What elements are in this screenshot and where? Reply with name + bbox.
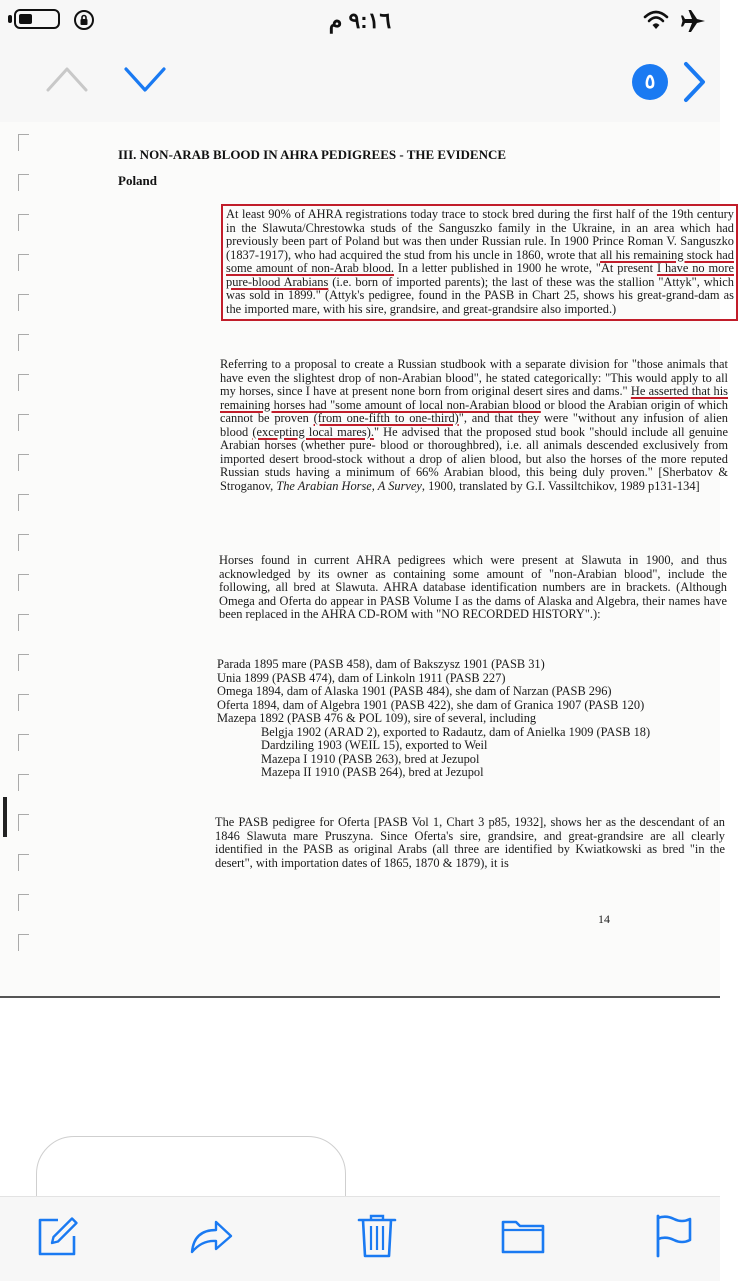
margin-mark bbox=[18, 454, 29, 471]
list-item: Oferta 1894, dam of Algebra 1901 (PASB 422), she dam of Granica 1907 (PASB 120) bbox=[217, 697, 645, 712]
list-item: Belgja 1902 (ARAD 2), exported to Radautz, dam of Anielka 1909 (PASB 18) bbox=[261, 724, 651, 739]
margin-mark bbox=[18, 854, 29, 871]
list-item: Dardziling 1903 (WEIL 15), exported to Weil bbox=[261, 738, 488, 752]
paragraph-boxed: At least 90% of AHRA registrations today trace to stock bred during the first half of the 19th century in the Slawuta/Chrestowka studs of the Sanguszko family in the Ukraine, in an area which had previously been part of Poland but was then under Russian rule. In 1900 Prince Roman V. Sanguszko (1837-1917), who had acquired the stud from his uncle in 1860, wrote that all his remaining stock had some amount of non-Arab blood. In a letter published in 1900 he wrote, "At present I have no more pure-blood Arabians (i.e. born of imported parents); the last of these was the stallion "Attyk", which was sold in 1899." (Attyk's pedigree, found in the PASB in Chart 25, shows his great-grand-dam as the imported mare, with his sire, grandsire, and great-grandsire also imported.) bbox=[221, 204, 738, 321]
binding-mark bbox=[3, 797, 7, 837]
paragraph: Referring to a proposal to create a Russian studbook with a separate division for "those animals that have even the slightest drop of non-Arabian blood", he stated categorically: "This would apply to all my horses, since I have at present none born from original desert sires and dams." He asserted that his remaining horses had "some amount of local non-Arabian blood or blood the Arabian origin of which cannot be proven (from one-fifth to one-third)", and that they were "without any infusion of alien blood (excepting local mares)." He advised that the proposed stud book "should include all genuine Arabian horses (whether pure- blood or thoroughbred), i.e. all animals descended exclusively from imported desert brood-stock without a drop of alien blood, but also the horses of the more reputed Russian studs having a minimum of 66% Arabian blood, this being duly proven." [Sherbatov & Stroganov, The Arabian Horse, A Survey, 1900, translated by G.I. Vassiltchikov, 1989 p131-134] bbox=[220, 357, 728, 493]
document-image[interactable] bbox=[0, 122, 735, 998]
margin-mark bbox=[18, 174, 29, 191]
chevron-down-icon[interactable] bbox=[122, 62, 168, 96]
attachment-count-badge: ٥ bbox=[632, 64, 668, 100]
margin-mark bbox=[18, 494, 29, 511]
wifi-icon bbox=[643, 9, 669, 31]
margin-mark bbox=[18, 894, 29, 911]
margin-mark bbox=[18, 374, 29, 391]
margin-mark bbox=[18, 934, 29, 951]
trash-icon[interactable] bbox=[354, 1212, 400, 1258]
margin-mark bbox=[18, 294, 29, 311]
underlined-phrase: I have no more pure-blood Arabians bbox=[226, 261, 734, 289]
paragraph: Horses found in current AHRA pedigrees which were present at Slawuta in 1900, and thus acknowledged by its owner as containing some amount of "non-Arabian blood", include the following, all bred at Slawuta. AHRA database identification numbers are in brackets. (Although Omega and Oferta do appear in PASB Volume I as the dams of Alaska and Algebra, their names have been replaced in the AHRA CD-ROM with "NO RECORDED HISTORY".): bbox=[219, 553, 727, 621]
flag-icon[interactable] bbox=[652, 1212, 698, 1258]
margin-mark bbox=[18, 334, 29, 351]
margin-mark bbox=[18, 694, 29, 711]
margin-mark bbox=[18, 734, 29, 751]
chevron-up-icon[interactable] bbox=[44, 62, 90, 96]
section-heading: III. NON-ARAB BLOOD IN AHRA PEDIGREES - THE EVIDENCE bbox=[118, 147, 507, 162]
margin-mark bbox=[18, 134, 29, 151]
list-item: Omega 1894, dam of Alaska 1901 (PASB 484), she dam of Narzan (PASB 296) bbox=[217, 684, 612, 698]
subheading: Poland bbox=[118, 173, 158, 188]
margin-mark bbox=[18, 774, 29, 791]
chevron-right-icon[interactable] bbox=[680, 60, 708, 104]
margin-mark bbox=[18, 654, 29, 671]
compose-icon[interactable] bbox=[36, 1212, 82, 1258]
margin-mark bbox=[18, 414, 29, 431]
margin-mark bbox=[18, 214, 29, 231]
margin-mark bbox=[18, 614, 29, 631]
paragraph: The PASB pedigree for Oferta [PASB Vol 1, Chart 3 p85, 1932], shows her as the descendant of an 1846 Slawuta mare Pruszyna. Since Oferta's sire, grandsire, and great-grandsire are all clearly identified in the PASB as original Arabs (all three are identified by Kwiatkowski as bred "in the desert", with importation dates of 1865, 1870 & 1879), it is bbox=[215, 815, 725, 870]
underlined-phrase: (from one-fifth to one-third) bbox=[313, 411, 459, 425]
underlined-phrase: all his remaining stock had some amount of non-Arab blood. bbox=[226, 247, 735, 275]
horse-list bbox=[217, 658, 729, 780]
status-time: ٩:١٦ م bbox=[328, 8, 392, 33]
margin-mark bbox=[18, 814, 29, 831]
list-item: Mazepa 1892 (PASB 476 & POL 109), sire of several, including bbox=[217, 711, 537, 725]
underlined-phrase: (excepting local mares). bbox=[252, 424, 374, 439]
status-bar bbox=[0, 0, 720, 42]
list-item: Unia 1899 (PASB 474), dam of Linkoln 1911 (PASB 227) bbox=[217, 670, 506, 685]
message-nav-bar bbox=[0, 42, 720, 122]
margin-mark bbox=[18, 254, 29, 271]
list-item: Mazepa I 1910 (PASB 263), bred at Jezupol bbox=[261, 751, 480, 766]
margin-mark bbox=[18, 574, 29, 591]
margin-mark bbox=[18, 534, 29, 551]
page-number: 14 bbox=[598, 912, 610, 926]
folder-icon[interactable] bbox=[500, 1212, 546, 1258]
list-item: Mazepa II 1910 (PASB 264), bred at Jezupol bbox=[261, 765, 484, 779]
airplane-mode-icon bbox=[678, 6, 708, 36]
list-item: Parada 1895 mare (PASB 458), dam of Bakszysz 1901 (PASB 31) bbox=[217, 657, 545, 671]
underlined-phrase: He asserted that his remaining horses had "some amount of local non-Arabian blood bbox=[220, 384, 728, 412]
forward-icon[interactable] bbox=[188, 1212, 234, 1258]
